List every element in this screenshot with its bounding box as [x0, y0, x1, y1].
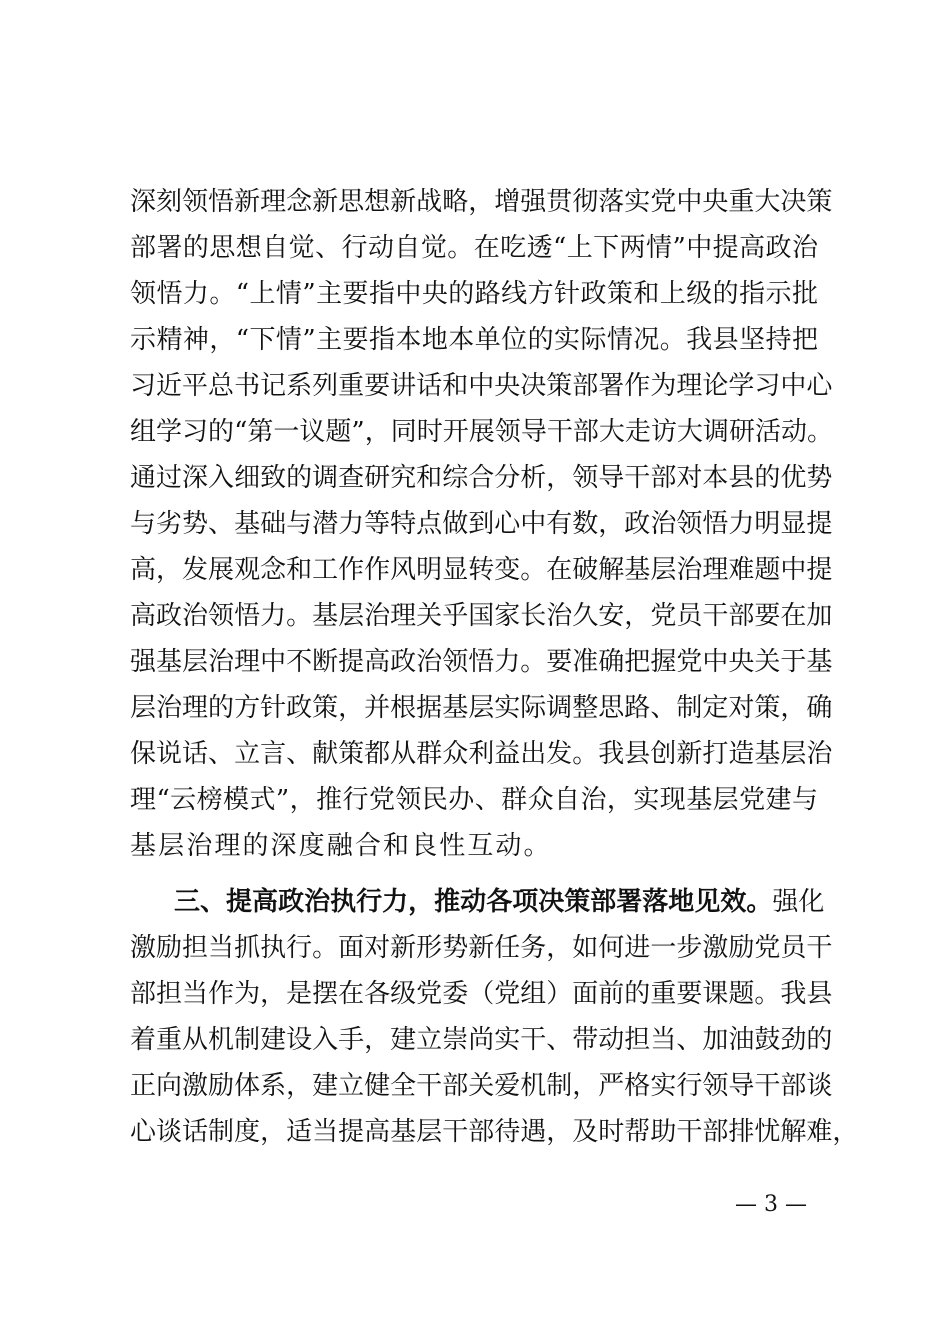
text-line: 组 学 习 的 “ 第 一 议 题 ” ， 同 时 开 展 领 导 干 部 大 走 访 大 调 研 活 动 。 [130, 417, 833, 447]
text-line: 高 ， 发 展 观 念 和 工 作 作 风 明 显 转 变 。 在 破 解 基 层 治 理 难 题 中 提 [130, 555, 833, 585]
text-line: 与 劣 势 、 基 础 与 潜 力 等 特 点 做 到 心 中 有 数 ， 政 治 领 悟 力 明 显 提 [130, 509, 833, 539]
text-line: 层 治 理 的 方 针 政 策 ， 并 根 据 基 层 实 际 调 整 思 路 、 制 定 对 策 ， 确 [130, 693, 833, 723]
body-text [130, 179, 859, 1155]
text-line: 领 悟 力 。 “ 上 情 ” 主 要 指 中 央 的 路 线 方 针 政 策 和 上 级 的 指 示 批 [130, 279, 818, 309]
text-line: 强 基 层 治 理 中 不 断 提 高 政 治 领 悟 力 。 要 准 确 把 握 党 中 央 关 于 基 [130, 647, 833, 677]
text-line: 保 说 话 、 立 言 、 献 策 都 从 群 众 利 益 出 发 。 我 县 创 新 打 造 基 层 治 [130, 739, 833, 769]
text-line: 通 过 深 入 细 致 的 调 查 研 究 和 综 合 分 析 ， 领 导 干 部 对 本 县 的 优 势 [130, 463, 833, 493]
text-line: 高 政 治 领 悟 力 。 基 层 治 理 关 乎 国 家 长 治 久 安 ， 党 员 干 部 要 在 加 [130, 601, 833, 631]
section-text-line: 激 励 担 当 抓 执 行 。 面 对 新 形 势 新 任 务 ， 如 何 进 一 步 激 励 党 员 干 [130, 933, 833, 963]
text-line: 示 精 神 ， “ 下 情 ” 主 要 指 本 地 本 单 位 的 实 际 情 况 。 我 县 坚 持 把 [130, 325, 818, 355]
text-line: 基 层 治 理 的 深 度 融 合 和 良 性 互 动 。 [130, 831, 552, 861]
section-heading-line: 三 、 提 高 政 治 执 行 力 ， 推 动 各 项 决 策 部 署 落 地 见 效 。 强 化 [174, 887, 825, 917]
page-number: — 3 — [735, 1192, 807, 1217]
text-line: 深 刻 领 悟 新 理 念 新 思 想 新 战 略 ， 增 强 贯 彻 落 实 党 中 央 重 大 决 策 [130, 187, 833, 217]
text-line: 部 署 的 思 想 自 觉 、 行 动 自 觉 。 在 吃 透 “ 上 下 两 情 ” 中 提 高 政 治 [130, 233, 818, 263]
text-line: 习 近 平 总 书 记 系 列 重 要 讲 话 和 中 央 决 策 部 署 作 为 理 论 学 习 中 心 [130, 371, 833, 401]
section-text-line: 部 担 当 作 为 ， 是 摆 在 各 级 党 委 （ 党 组 ） 面 前 的 重 要 课 题 。 我 县 [130, 979, 833, 1009]
text-line: 理 “ 云 榜 模 式 ” ， 推 行 党 领 民 办 、 群 众 自 治 ， 实 现 基 层 党 建 与 [130, 785, 818, 815]
section-text-line: 心 谈 话 制 度 ， 适 当 提 高 基 层 干 部 待 遇 ， 及 时 帮 助 干 部 排 忧 解 难 ， [130, 1117, 859, 1147]
section-text-line: 正 向 激 励 体 系 ， 建 立 健 全 干 部 关 爱 机 制 ， 严 格 实 行 领 导 干 部 谈 [130, 1071, 833, 1101]
section-text-line: 着 重 从 机 制 建 设 入 手 ， 建 立 崇 尚 实 干 、 带 动 担 当 、 加 油 鼓 劲 的 [130, 1025, 833, 1055]
